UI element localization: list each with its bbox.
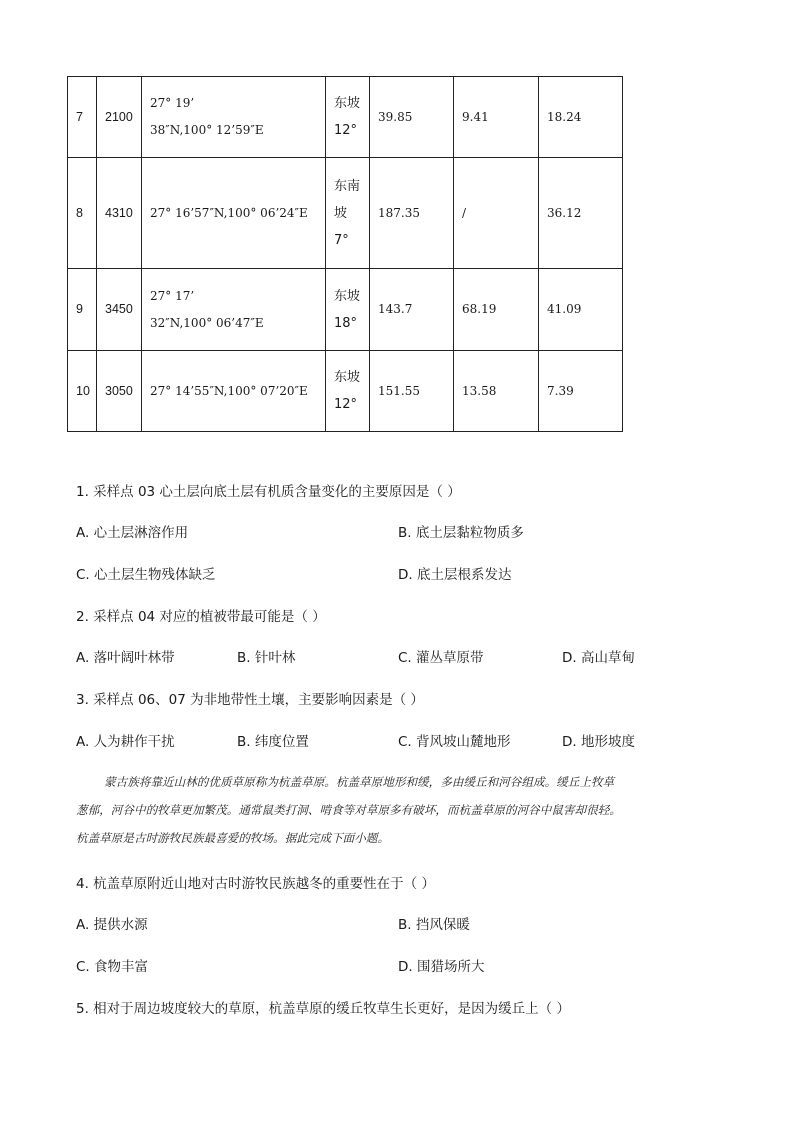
cell-value-3: 18.24	[539, 77, 623, 158]
cell-altitude: 4310	[97, 158, 142, 269]
question-5-stem: 5. 相对于周边坡度较大的草原，杭盖草原的缓丘牧草生长更好，是因为缓丘上（ ）	[76, 1001, 570, 1017]
passage-line-2: 葱郁，河谷中的牧草更加繁茂。通常鼠类打洞、啃食等对草原多有破坏，而杭盖草原的河谷中鼠害却很轻。	[76, 803, 621, 817]
passage-line-3: 杭盖草原是古时游牧民族最喜爱的牧场。据此完成下面小题。	[76, 831, 390, 845]
cell-id: 9	[68, 269, 97, 351]
cell-value-1: 39.85	[370, 77, 454, 158]
cell-id: 7	[68, 77, 97, 158]
cell-value-2: 68.19	[454, 269, 539, 351]
table-row	[68, 158, 623, 269]
cell-id: 8	[68, 158, 97, 269]
cell-value-3: 36.12	[539, 158, 623, 269]
cell-id: 10	[68, 351, 97, 432]
cell-coordinates: 27° 16’57″N,100° 06’24″E	[142, 158, 326, 269]
question-2-stem: 2. 采样点 04 对应的植被带最可能是（ ）	[76, 609, 326, 625]
passage-line-1: 蒙古族将靠近山林的优质草原称为杭盖草原。杭盖草原地形和缓，多由缓丘和河谷组成。缓丘上牧草	[104, 775, 615, 789]
question-1-option-d[interactable]: D. 底土层根系发达	[398, 567, 512, 583]
cell-altitude: 2100	[97, 77, 142, 158]
question-4-stem: 4. 杭盖草原附近山地对古时游牧民族越冬的重要性在于（ ）	[76, 876, 435, 892]
cell-slope: 东坡 18°	[326, 269, 370, 351]
cell-value-1: 187.35	[370, 158, 454, 269]
cell-altitude: 3050	[97, 351, 142, 432]
cell-altitude: 3450	[97, 269, 142, 351]
cell-coordinates: 27° 19’ 38″N,100° 12’59″E	[142, 77, 326, 158]
cell-coordinates: 27° 17’ 32″N,100° 06’47″E	[142, 269, 326, 351]
question-1-option-c[interactable]: C. 心土层生物残体缺乏	[76, 567, 216, 583]
question-1-option-a[interactable]: A. 心土层淋溶作用	[76, 525, 189, 541]
cell-value-3: 7.39	[539, 351, 623, 432]
table-row	[68, 77, 623, 158]
cell-value-2: /	[454, 158, 539, 269]
soil-sample-table	[67, 76, 623, 432]
question-3-option-c[interactable]: C. 背风坡山麓地形	[398, 734, 511, 750]
cell-slope: 东南 坡 7°	[326, 158, 370, 269]
question-2-option-d[interactable]: D. 高山草甸	[562, 650, 635, 666]
question-1-stem: 1. 采样点 03 心土层向底土层有机质含量变化的主要原因是（ ）	[76, 484, 461, 500]
question-4-option-d[interactable]: D. 围猎场所大	[398, 959, 485, 975]
cell-slope: 东坡 12°	[326, 77, 370, 158]
cell-value-2: 13.58	[454, 351, 539, 432]
question-4-option-c[interactable]: C. 食物丰富	[76, 959, 149, 975]
question-4-option-a[interactable]: A. 提供水源	[76, 917, 148, 933]
question-3-option-d[interactable]: D. 地形坡度	[562, 734, 635, 750]
question-2-option-b[interactable]: B. 针叶林	[237, 650, 296, 666]
question-3-option-b[interactable]: B. 纬度位置	[237, 734, 309, 750]
cell-value-3: 41.09	[539, 269, 623, 351]
cell-value-1: 151.55	[370, 351, 454, 432]
table-row	[68, 269, 623, 351]
question-2-option-c[interactable]: C. 灌丛草原带	[398, 650, 484, 666]
question-3-stem: 3. 采样点 06、07 为非地带性土壤，主要影响因素是（ ）	[76, 692, 424, 708]
cell-value-1: 143.7	[370, 269, 454, 351]
question-3-option-a[interactable]: A. 人为耕作干扰	[76, 734, 175, 750]
cell-coordinates: 27° 14’55″N,100° 07’20″E	[142, 351, 326, 432]
question-2-option-a[interactable]: A. 落叶阔叶林带	[76, 650, 175, 666]
cell-slope: 东坡 12°	[326, 351, 370, 432]
cell-value-2: 9.41	[454, 77, 539, 158]
table-row	[68, 351, 623, 432]
question-1-option-b[interactable]: B. 底土层黏粒物质多	[398, 525, 524, 541]
question-4-option-b[interactable]: B. 挡风保暖	[398, 917, 470, 933]
